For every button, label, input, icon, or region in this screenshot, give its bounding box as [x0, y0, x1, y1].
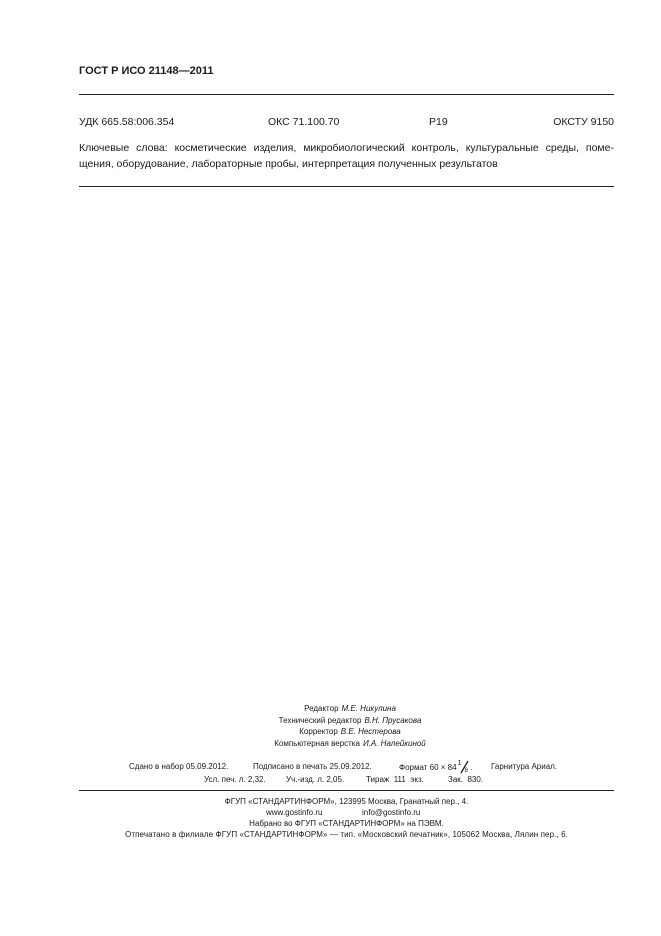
credit-proofreader: [200, 727, 500, 736]
group-code: Р19: [429, 116, 448, 128]
format-numerator: 1: [457, 760, 462, 767]
proofreader-label: Корректор: [299, 727, 338, 736]
keywords-line-1: Ключевые слова: косметические изделия, микробиологический контроль, культуральные среды, поме-: [79, 142, 614, 154]
okstu-code: ОКСТУ 9150: [553, 116, 614, 128]
top-divider: [79, 94, 614, 95]
publisher-address: ФГУП «СТАНДАРТИНФОРМ», 123995 Москва, Гранатный пер., 4.: [224, 797, 469, 806]
format-fraction: [457, 762, 471, 774]
editor-name: М.Е. Никулина: [341, 704, 396, 713]
publisher-email: info@gostinfo.ru: [362, 808, 421, 817]
usl-pech: Усл. печ. л. 2,32.: [204, 775, 266, 784]
keywords-block: [79, 140, 614, 172]
publisher-divider: [79, 790, 614, 791]
submitted-date: Сдано в набор 05.09.2012.: [129, 762, 229, 771]
layout-name: И.А. Налейкиной: [362, 739, 426, 748]
udk-code: УДК 665.58:006.354: [79, 116, 175, 128]
editor-label: Редактор: [304, 704, 339, 713]
publisher-website: www.gostinfo.ru: [266, 808, 323, 817]
tirazh: Тираж 111 экз.: [366, 775, 424, 784]
zak: Зак. 830.: [448, 775, 484, 784]
tech-editor-label: Технический редактор: [278, 716, 362, 725]
oks-code: ОКС 71.100.70: [268, 116, 340, 128]
keywords-divider: [79, 186, 614, 187]
format-prefix: Формат 60 × 84: [399, 763, 457, 773]
printing-house: Отпечатано в филиале ФГУП «СТАНДАРТИНФОРМ» — тип. «Московский печатник», 105062 Москва, Лялин пер., 6.: [125, 830, 568, 839]
print-format: [399, 762, 473, 774]
layout-label: Компьютерная верстка: [274, 739, 360, 748]
fraction-slash-icon: [457, 760, 471, 774]
credit-editor: [200, 704, 500, 713]
typeset-info: Набрано во ФГУП «СТАНДАРТИНФОРМ» на ПЭВМ.: [249, 819, 444, 828]
uch-izd: Уч.-изд. л. 2,05.: [286, 775, 345, 784]
signed-date: Подписано в печать 25.09.2012.: [253, 762, 372, 771]
typeface: Гарнитура Ариал.: [491, 762, 558, 771]
standard-code-header: ГОСТ Р ИСО 21148—2011: [79, 65, 214, 77]
format-denominator: 8: [464, 768, 468, 774]
credit-layout: [200, 739, 500, 748]
credit-tech-editor: [200, 716, 500, 725]
proofreader-name: В.Е. Нестерова: [340, 727, 401, 736]
tech-editor-name: В.Н. Прусакова: [364, 716, 422, 725]
format-suffix: .: [470, 763, 473, 773]
keywords-line-2: щения, оборудование, лабораторные пробы, интерпретация полученных результатов: [79, 158, 498, 170]
